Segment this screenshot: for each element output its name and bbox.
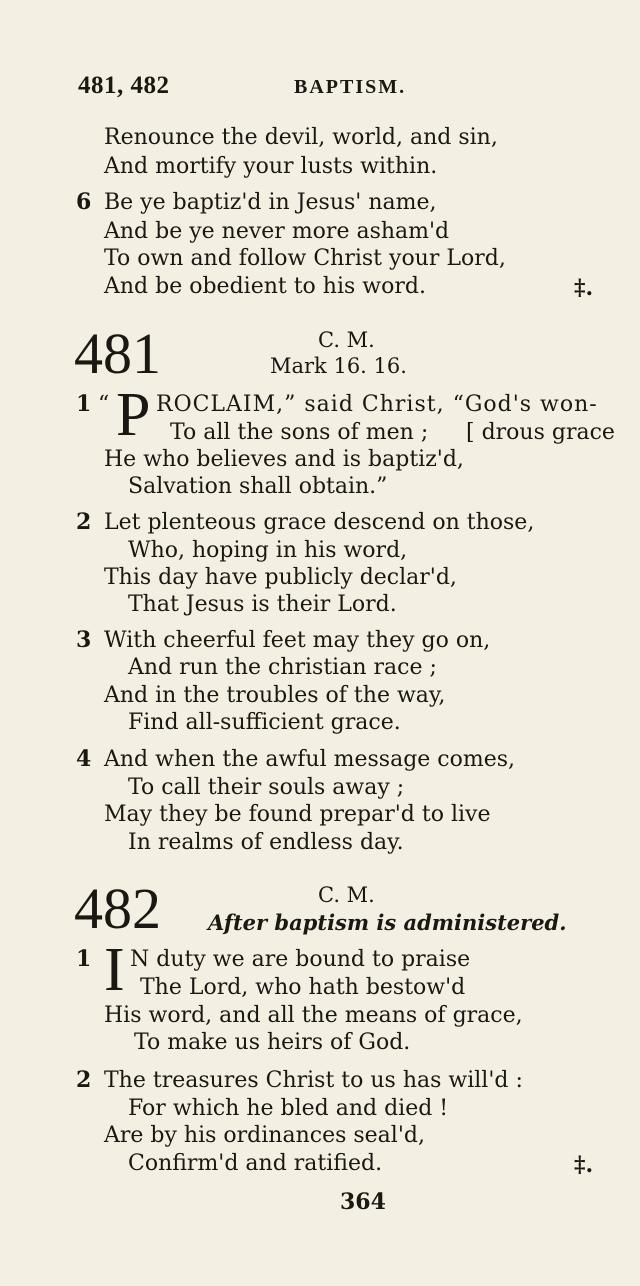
turnover-line: [ drous grace xyxy=(466,420,615,445)
hymn-meter: C. M. xyxy=(318,883,375,907)
verse-line: Be ye baptiz'd in Jesus' name, xyxy=(104,190,437,215)
verse-line: With cheerful feet may they go on, xyxy=(104,628,491,653)
section-title: BAPTISM. xyxy=(294,76,407,98)
verse-line: His word, and all the means of grace, xyxy=(104,1003,523,1028)
hymn-number: 481 xyxy=(74,321,161,386)
stanza-number: 6 xyxy=(76,189,92,215)
stanza-number: 1 xyxy=(76,946,92,972)
scripture-reference: Mark 16. 16. xyxy=(270,354,407,378)
verse-line: For which he bled and died ! xyxy=(128,1096,449,1121)
page-number: 364 xyxy=(340,1189,386,1215)
verse-line: To call their souls away ; xyxy=(128,775,405,800)
verse-line: And run the christian race ; xyxy=(128,655,437,680)
verse-line: In realms of endless day. xyxy=(128,830,404,855)
verse-line: To make us heirs of God. xyxy=(134,1030,411,1055)
open-quote: “ xyxy=(98,392,110,417)
stanza-number: 2 xyxy=(76,509,92,535)
double-dagger-mark: ‡. xyxy=(574,1152,594,1178)
verse-line: And when the awful message comes, xyxy=(104,747,516,772)
verse-line: Confirm'd and ratified. xyxy=(128,1151,383,1176)
verse-line: That Jesus is their Lord. xyxy=(128,592,397,617)
verse-line: May they be found prepar'd to live xyxy=(104,802,491,827)
drop-cap: P xyxy=(116,381,151,449)
verse-line: The Lord, who hath bestow'd xyxy=(140,975,466,1000)
page-range-header: 481, 482 xyxy=(78,72,170,99)
stanza-number: 4 xyxy=(76,746,92,772)
verse-line: Who, hoping in his word, xyxy=(128,538,408,563)
verse-line: The treasures Christ to us has will'd : xyxy=(104,1068,523,1093)
verse-line: Let plenteous grace descend on those, xyxy=(104,510,535,535)
verse-line: ROCLAIM,” said Christ, “God's won- xyxy=(156,392,598,417)
verse-line: Are by his ordinances seal'd, xyxy=(104,1123,425,1148)
stanza-number: 1 xyxy=(76,391,92,417)
verse-line: To all the sons of men ; xyxy=(170,420,429,445)
hymn-meter: C. M. xyxy=(318,328,375,352)
verse-line: And mortify your lusts within. xyxy=(104,154,438,179)
verse-line: To own and follow Christ your Lord, xyxy=(104,246,506,271)
verse-line: And in the troubles of the way, xyxy=(104,683,446,708)
verse-line: And be ye never more asham'd xyxy=(104,219,450,244)
drop-cap: I xyxy=(104,936,125,1004)
stanza-number: 2 xyxy=(76,1067,92,1093)
stanza-number: 3 xyxy=(76,627,92,653)
verse-line: Salvation shall obtain.” xyxy=(128,474,388,499)
verse-line: N duty we are bound to praise xyxy=(130,947,471,972)
verse-line: He who believes and is baptiz'd, xyxy=(104,447,464,472)
hymn-subtitle: After baptism is administered. xyxy=(208,910,567,935)
double-dagger-mark: ‡. xyxy=(574,275,594,301)
verse-line: Find all-sufficient grace. xyxy=(128,710,401,735)
verse-line: And be obedient to his word. xyxy=(104,274,426,299)
verse-line: This day have publicly declar'd, xyxy=(104,565,457,590)
hymn-number: 482 xyxy=(74,876,161,941)
verse-line: Renounce the devil, world, and sin, xyxy=(104,125,498,150)
